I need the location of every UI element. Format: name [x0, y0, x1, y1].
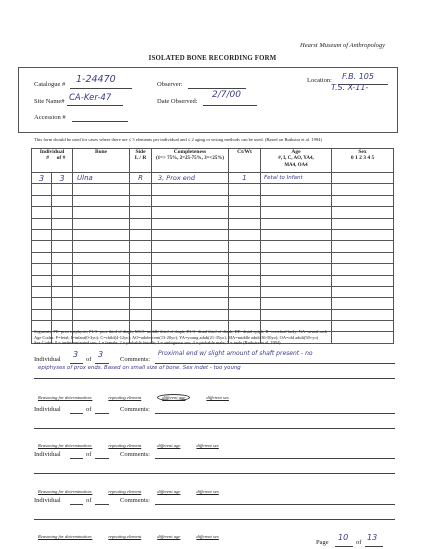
- site-name-label: Site Name#: [34, 98, 65, 105]
- of-field[interactable]: [95, 450, 109, 459]
- of-value: 3: [98, 350, 104, 359]
- location-label: Location:: [307, 77, 332, 84]
- table-row[interactable]: [32, 173, 394, 184]
- reasoning-label: Reasoning for determination:: [38, 489, 93, 494]
- repeating-element[interactable]: repeating element: [108, 489, 142, 494]
- individual-field[interactable]: [70, 496, 83, 505]
- location-value-2: T.S. X-11-: [331, 83, 369, 92]
- comments-field[interactable]: [155, 405, 395, 414]
- cell-ctwt[interactable]: 1: [229, 173, 261, 184]
- different-sex[interactable]: different sex: [196, 534, 219, 539]
- accession-field[interactable]: [72, 112, 128, 122]
- cell-age[interactable]: Fetal to Infant: [261, 173, 332, 184]
- repeating-element[interactable]: repeating element: [108, 443, 142, 448]
- individual-label: Individual: [34, 451, 61, 458]
- reasoning-label: Reasoning for determination:: [38, 443, 93, 448]
- comments-field[interactable]: [155, 450, 395, 459]
- comments-field-line-2[interactable]: [34, 465, 395, 474]
- individual-field[interactable]: [70, 405, 83, 414]
- comments-label: Comments:: [120, 497, 150, 504]
- catalogue-label: Catalogue #: [34, 81, 66, 88]
- header-ctwt: Ct/Wt: [229, 149, 261, 173]
- different-age[interactable]: different age: [157, 489, 181, 494]
- individual-value: 3: [73, 350, 79, 359]
- comment-line-1: Proximal end w/ slight amount of shaft present - no: [158, 350, 313, 357]
- header-individual: Individual # of #: [32, 149, 73, 173]
- individual-label: Individual: [34, 406, 61, 413]
- catalogue-value: 1-24470: [76, 74, 116, 85]
- reasoning-row: [38, 386, 229, 404]
- observer-label: Observer:: [157, 81, 183, 88]
- age-codes-note: Age Codes: F=fetal; I=infant(0-3yo); C=child(4-12yo); AO=adolescent(13-20yo); YA=young adult(21-35yo); MA=middle adult(36-50yo); OA=old adult(50+yo): [34, 334, 319, 340]
- different-age[interactable]: different age: [157, 443, 181, 448]
- different-sex[interactable]: different sex: [206, 395, 229, 400]
- of-field[interactable]: [95, 496, 109, 505]
- individual-field[interactable]: [70, 450, 83, 459]
- cell-bone[interactable]: Ulna: [73, 173, 130, 184]
- museum-name: Hearst Museum of Anthropology: [300, 42, 386, 49]
- cell-completeness[interactable]: 3, Prox end: [152, 173, 229, 184]
- page-label: Page: [316, 539, 329, 546]
- comments-label: Comments:: [120, 406, 150, 413]
- different-sex[interactable]: different sex: [196, 443, 219, 448]
- page-number: 10: [338, 533, 349, 542]
- of-label: of: [86, 356, 92, 363]
- page-of-label: of: [356, 539, 362, 546]
- of-label: of: [86, 406, 92, 413]
- accession-label: Accession #: [34, 114, 66, 121]
- comment-line-2: epiphyses of prox ends. Based on small size of bone. Sex indet - too young: [38, 365, 241, 371]
- header-bone: Bone: [73, 149, 130, 173]
- individual-label: Individual: [34, 497, 61, 504]
- cell-of[interactable]: 3: [52, 173, 73, 184]
- different-age-selected[interactable]: different age: [157, 394, 190, 401]
- comments-field-line-2[interactable]: [34, 370, 395, 379]
- segments-note: Segments: PE=prox epiphysis; P1/3=prox third of diaph; M1/3=middle third of diaph; D1/3=distal third of diaph; DE=distal epiph; B=vertebral body; NA=neural arch: [34, 329, 328, 334]
- of-label: of: [86, 451, 92, 458]
- different-sex[interactable]: different sex: [196, 489, 219, 494]
- header-side: Side L / R: [130, 149, 152, 173]
- comments-field-line-2[interactable]: [34, 511, 395, 520]
- bone-table: [31, 148, 394, 344]
- individual-label: Individual: [34, 356, 61, 363]
- reasoning-row: [38, 525, 219, 543]
- sex-codes-note: Sex Codes: 0 = undeterminated sex; 1 = female; 2 = probable female; 3 = ambiguous sex; 4 = probable male; 5 = male (Buikstra et al. 1994): [34, 340, 281, 346]
- reasoning-label: Reasoning for determination:: [38, 395, 93, 400]
- comments-label: Comments:: [120, 356, 150, 363]
- header-sex: Sex 0 1 2 3 4 5: [332, 149, 394, 173]
- page-total: 13: [367, 533, 378, 542]
- header-completeness: Completeness (1=> 75%, 2=25-75%, 3=<25%): [152, 149, 229, 173]
- date-observed-value: 2/7/00: [212, 90, 241, 100]
- location-value-1: F.B. 105: [342, 72, 374, 81]
- cell-num[interactable]: 3: [32, 173, 52, 184]
- of-field[interactable]: [95, 405, 109, 414]
- different-age[interactable]: different age: [157, 534, 181, 539]
- cell-sex[interactable]: [332, 173, 394, 184]
- form-title: ISOLATED BONE RECORDING FORM: [148, 55, 277, 62]
- comments-label: Comments:: [120, 451, 150, 458]
- usage-note: This form should be used for cases where there are ≤ 5 elements per individual and ≤ 2 aging or sexing methods can be used. (Based on Buikstra et al. 1994): [34, 137, 322, 142]
- repeating-element[interactable]: repeating element: [108, 395, 142, 400]
- codes-legend: [34, 329, 327, 346]
- observer-field[interactable]: [188, 79, 246, 89]
- comments-field-line-2[interactable]: [34, 420, 395, 429]
- cell-side[interactable]: R: [130, 173, 152, 184]
- of-label: of: [86, 497, 92, 504]
- header-age: Age #, I, C, AO, YA4, MA4, OA4: [261, 149, 332, 173]
- repeating-element[interactable]: repeating element: [108, 534, 142, 539]
- comments-field[interactable]: [155, 496, 395, 505]
- date-observed-label: Date Observed:: [157, 98, 198, 105]
- reasoning-label: Reasoning for determination:: [38, 534, 93, 539]
- site-name-value: CA-Ker-47: [69, 93, 112, 103]
